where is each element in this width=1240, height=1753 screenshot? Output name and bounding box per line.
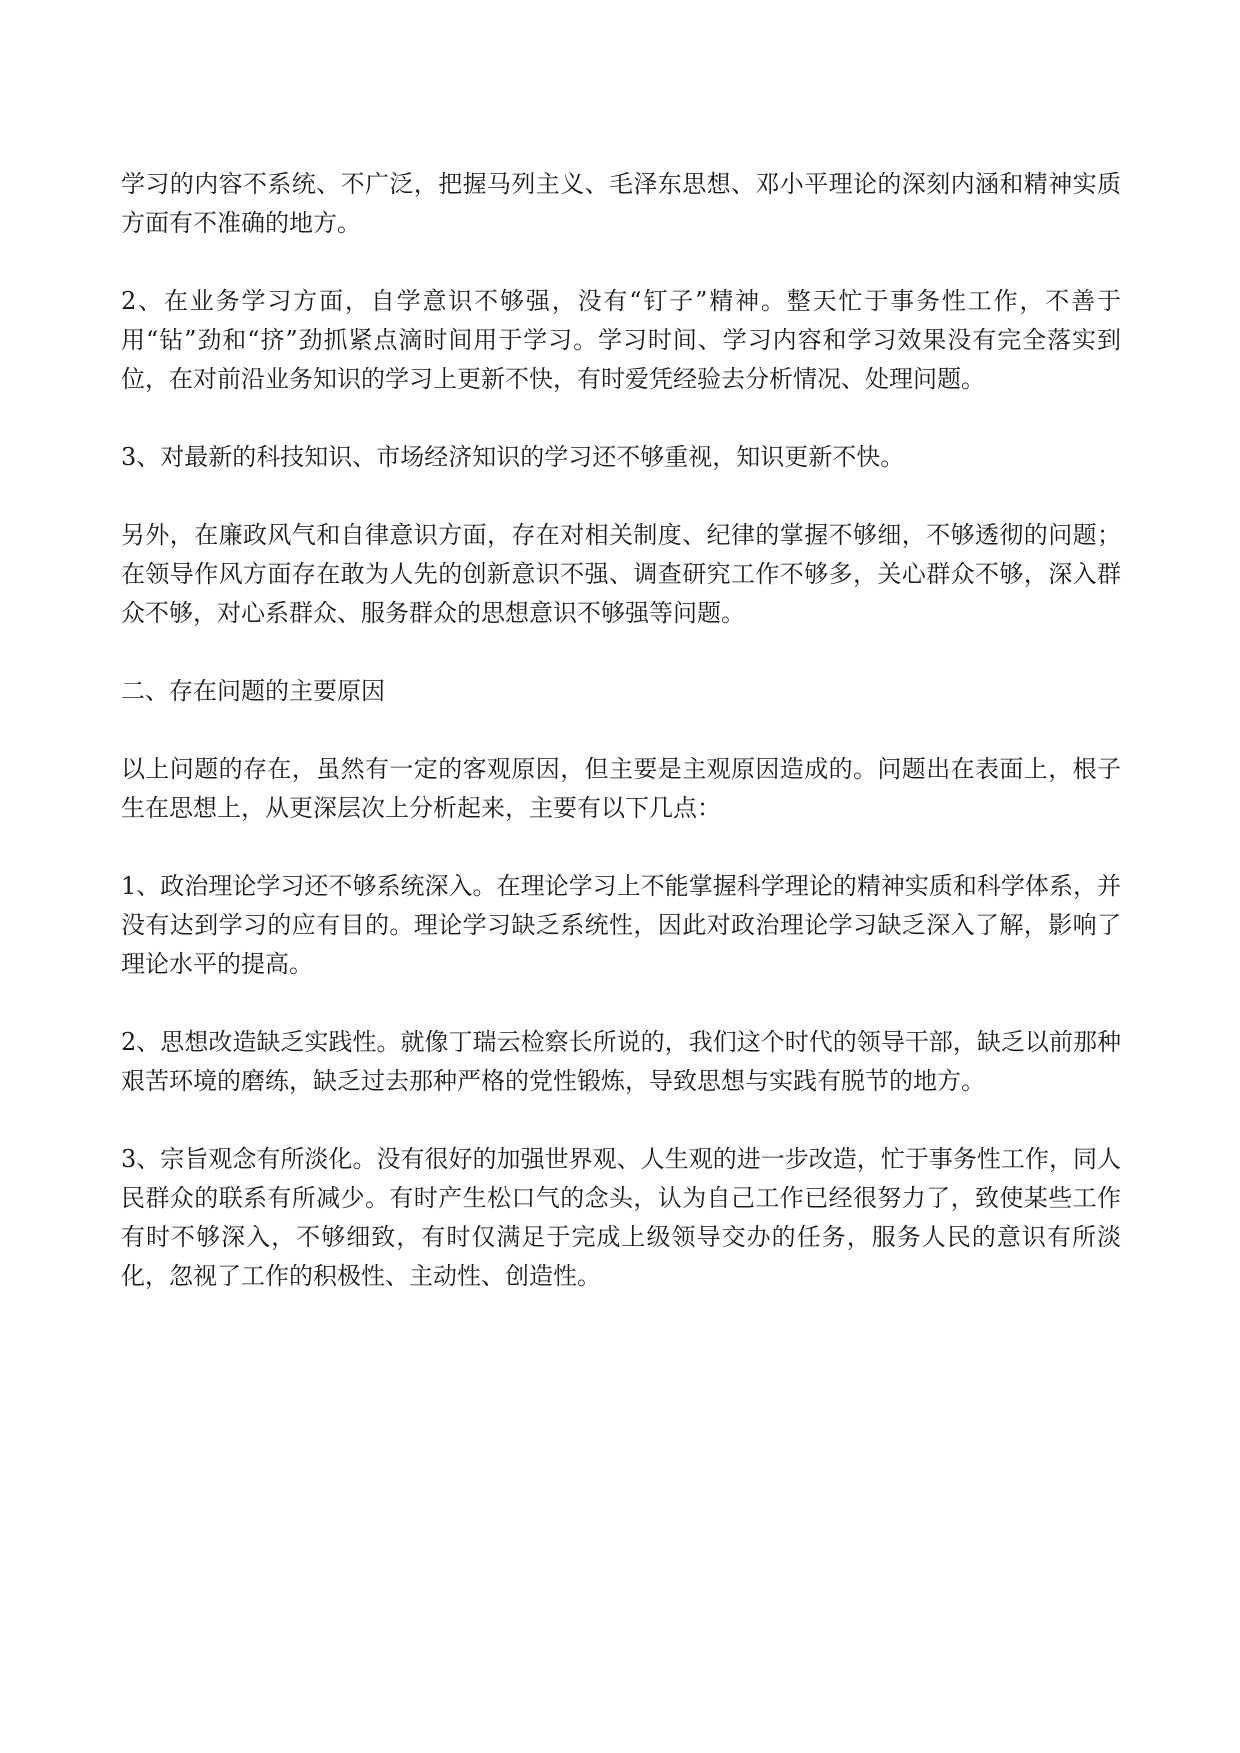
paragraph-business-study: 2、在业务学习方面，自学意识不够强，没有“钉子”精神。整天忙于事务性工作，不善于用“钻”劲和“挤”劲抓紧点滴时间用于学习。学习时间、学习内容和学习效果没有完全落实到位，在对前沿业务知识的学习上更新不快，有时爱凭经验去分析情况、处理问题。 <box>121 287 1121 393</box>
paragraph-integrity-style: 另外，在廉政风气和自律意识方面，存在对相关制度、纪律的掌握不够细，不够透彻的问题；在领导作风方面存在敢为人先的创新意识不强、调查研究工作不够多，关心群众不够，深入群众不够，对心系群众、服务群众的思想意识不够强等问题。 <box>121 521 1121 627</box>
section-heading-causes: 二、存在问题的主要原因 <box>121 677 385 705</box>
paragraph-causes-intro: 以上问题的存在，虽然有一定的客观原因，但主要是主观原因造成的。问题出在表面上，根子生在思想上，从更深层次上分析起来，主要有以下几点： <box>121 755 1121 822</box>
paragraph-knowledge-update: 3、对最新的科技知识、市场经济知识的学习还不够重视，知识更新不快。 <box>121 443 905 471</box>
paragraph-cause-theory: 1、政治理论学习还不够系统深入。在理论学习上不能掌握科学理论的精神实质和科学体系，并没有达到学习的应有目的。理论学习缺乏系统性，因此对政治理论学习缺乏深入了解，影响了理论水平的提高。 <box>121 872 1121 978</box>
paragraph-cause-purpose: 3、宗旨观念有所淡化。没有很好的加强世界观、人生观的进一步改造，忙于事务性工作，同人民群众的联系有所减少。有时产生松口气的念头，认为自己工作已经很努力了，致使某些工作有时不够深入，不够细致，有时仅满足于完成上级领导交办的任务，服务人民的意识有所淡化，忽视了工作的积极性、主动性、创造性。 <box>121 1145 1121 1290</box>
paragraph-cause-practice: 2、思想改造缺乏实践性。就像丁瑞云检察长所说的，我们这个时代的领导干部，缺乏以前那种艰苦环境的磨练，缺乏过去那种严格的党性锻炼，导致思想与实践有脱节的地方。 <box>121 1028 1121 1095</box>
paragraph-study-content: 学习的内容不系统、不广泛，把握马列主义、毛泽东思想、邓小平理论的深刻内涵和精神实质方面有不准确的地方。 <box>121 170 1121 237</box>
document-body <box>121 165 1121 1335</box>
